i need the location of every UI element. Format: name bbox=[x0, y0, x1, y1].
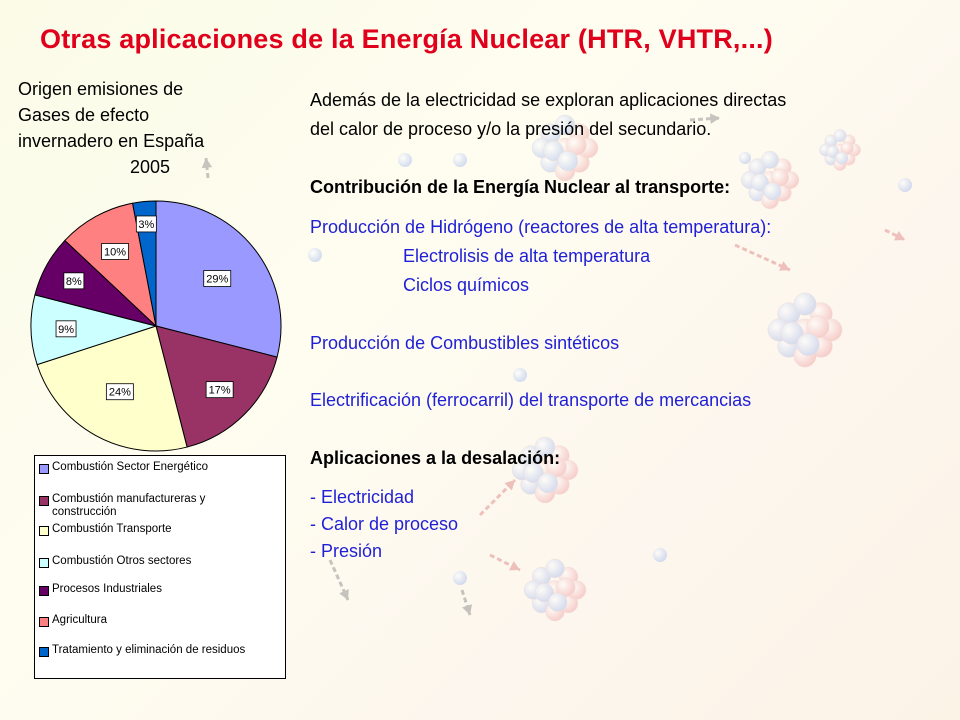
neutron-deco bbox=[453, 153, 467, 167]
desal-item-electricity: - Electricidad bbox=[310, 487, 415, 507]
arrow-deco bbox=[330, 560, 349, 600]
chart-title-line: invernadero en España bbox=[18, 131, 205, 151]
pie-chart bbox=[28, 196, 288, 456]
legend-label: Procesos Industriales bbox=[52, 583, 162, 595]
legend-label: Agricultura bbox=[52, 614, 107, 626]
cycles-item: Ciclos químicos bbox=[403, 275, 530, 295]
legend-swatch bbox=[39, 464, 49, 474]
hydrogen-item: Producción de Hidrógeno (reactores de alta temperatura): bbox=[310, 217, 772, 237]
desal-item-pressure: - Presión bbox=[310, 541, 383, 561]
legend-item bbox=[39, 583, 284, 596]
atom-nucleus-deco bbox=[524, 559, 586, 621]
legend-swatch bbox=[39, 496, 49, 506]
legend-item bbox=[39, 644, 284, 657]
neutron-deco bbox=[398, 153, 412, 167]
chart-legend bbox=[34, 455, 286, 679]
legend-label: Combustión Otros sectores bbox=[52, 555, 192, 567]
arrow-deco bbox=[462, 590, 472, 615]
legend-item bbox=[39, 493, 284, 519]
neutron-deco bbox=[739, 152, 751, 164]
legend-swatch bbox=[39, 586, 49, 596]
transport-list bbox=[310, 213, 940, 300]
chart-title-year: 2005 bbox=[130, 157, 171, 177]
legend-label: Combustión Transporte bbox=[52, 523, 172, 535]
chart-title-line: Gases de efecto bbox=[18, 105, 150, 125]
legend-item bbox=[39, 523, 284, 536]
legend-item bbox=[39, 614, 284, 627]
pie-data-label: 17% bbox=[208, 384, 231, 397]
chart-title-line: Origen emisiones de bbox=[18, 79, 184, 99]
legend-item bbox=[39, 461, 284, 474]
transport-heading: Contribución de la Energía Nuclear al transporte: bbox=[310, 177, 731, 197]
legend-swatch bbox=[39, 558, 49, 568]
legend-label: Tratamiento y eliminación de residuos bbox=[52, 644, 246, 656]
synthetic-fuels-item: Producción de Combustibles sintéticos bbox=[310, 333, 620, 353]
pie-data-label: 24% bbox=[108, 386, 131, 399]
desalination-list bbox=[310, 484, 940, 565]
desal-item-heat: - Calor de proceso bbox=[310, 514, 459, 534]
pie-data-label: 29% bbox=[206, 273, 229, 286]
legend-label: Combustión Sector Energético bbox=[52, 461, 208, 473]
legend-swatch bbox=[39, 647, 49, 657]
chart-title bbox=[18, 76, 278, 180]
pie-data-label: 10% bbox=[104, 246, 127, 259]
legend-label: Combustión manufactureras y construcción bbox=[52, 493, 206, 518]
pie-data-label: 3% bbox=[138, 218, 155, 231]
desalination-heading: Aplicaciones a la desalación: bbox=[310, 448, 561, 468]
electrification-item: Electrificación (ferrocarril) del transporte de mercancias bbox=[310, 390, 752, 410]
legend-swatch bbox=[39, 617, 49, 627]
intro-text bbox=[310, 86, 940, 144]
legend-swatch bbox=[39, 526, 49, 536]
pie-data-label: 8% bbox=[65, 275, 82, 288]
intro-line: Además de la electricidad se exploran aplicaciones directas bbox=[310, 90, 787, 110]
neutron-deco bbox=[513, 368, 527, 382]
legend-item bbox=[39, 555, 284, 568]
slide-title: Otras aplicaciones de la Energía Nuclear (HTR, VHTR,...) bbox=[40, 24, 773, 54]
pie-data-label: 9% bbox=[58, 323, 74, 336]
neutron-deco bbox=[453, 571, 467, 585]
intro-line: del calor de proceso y/o la presión del secundario. bbox=[310, 119, 712, 139]
electrolysis-item: Electrolisis de alta temperatura bbox=[403, 246, 651, 266]
